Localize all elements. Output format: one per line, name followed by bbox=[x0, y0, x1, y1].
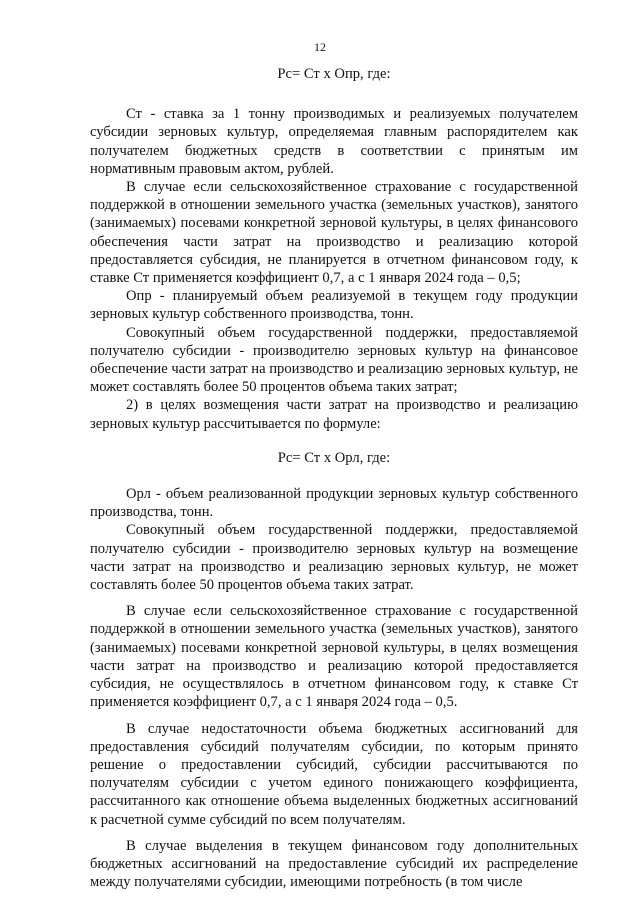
paragraph-compensation-formula: 2) в целях возмещения части затрат на производство и реализацию зерновых культур рассчитывается по формуле: bbox=[90, 397, 578, 432]
paragraph-insurance-planned: В случае если сельскохозяйственное страхование с государственной поддержкой в отношении земельного участка (земельных участков), занятого (занимаемых) посевами конкретной зерновой культуры, в целях финансового обеспечения части затрат на производство и реализацию которой предоставляется субсидия, не планируется в отчетном финансовом году, к ставке Ст применяется коэффициент 0,7, а с 1 января 2024 года – 0,5; bbox=[90, 179, 578, 287]
paragraph-support-limit-1: Совокупный объем государственной поддержки, предоставляемой получателю субсидии - производителю зерновых культур на финансовое обеспечение части затрат на производство и реализацию зерновых культур, не может составлять более 50 процентов объема таких затрат; bbox=[90, 324, 578, 396]
page-number: 12 bbox=[314, 40, 326, 54]
formula-2: Рс= Ст х Орл, где: bbox=[277, 449, 391, 466]
formula-1: Рс= Ст х Опр, где: bbox=[277, 66, 391, 82]
paragraph-opr-definition: Опр - планируемый объем реализуемой в текущем году продукции зерновых культур собственного производства, тонн. bbox=[90, 288, 578, 323]
paragraph-insufficient-budget: В случае недостаточности объема бюджетных ассигнований для предоставления субсидий получателям субсидии, по которым принято решение о предоставлении субсидий, субсидии рассчитываются по получателям субсидии с учетом единого понижающего коэффициента, рассчитанного как отношение объема выделенных бюджетных ассигнований к расчетной сумме субсидий по всем получателям. bbox=[90, 720, 578, 828]
document-body bbox=[90, 65, 578, 891]
paragraph-additional-allocations: В случае выделения в текущем финансовом году дополнительных бюджетных ассигнований на предоставление субсидий их распределение между получателями субсидии, имеющими потребность (в том числе bbox=[90, 837, 578, 891]
paragraph-insurance-not-performed: В случае если сельскохозяйственное страхование с государственной поддержкой в отношении земельного участка (земельных участков), занятого (занимаемых) посевами конкретной зерновой культуры, в целях возмещения части затрат на производство и реализацию которой предоставляется субсидия, не осуществлялось в отчетном финансовом году, к ставке Ст применяется коэффициент 0,7, а с 1 января 2024 года – 0,5. bbox=[90, 603, 578, 711]
paragraph-support-limit-2: Совокупный объем государственной поддержки, предоставляемой получателю субсидии - производителю зерновых культур на возмещение части затрат на производство и реализацию зерновых культур, не может составлять более 50 процентов объема таких затрат. bbox=[90, 522, 578, 594]
paragraph-orl-definition: Орл - объем реализованной продукции зерновых культур собственного производства, тонн. bbox=[90, 486, 578, 521]
paragraph-st-definition: Ст - ставка за 1 тонну производимых и реализуемых получателем субсидии зерновых культур, определяемая главным распорядителем как получателем бюджетных средств в соответствии с принятым им нормативным правовым актом, рублей. bbox=[90, 106, 578, 177]
